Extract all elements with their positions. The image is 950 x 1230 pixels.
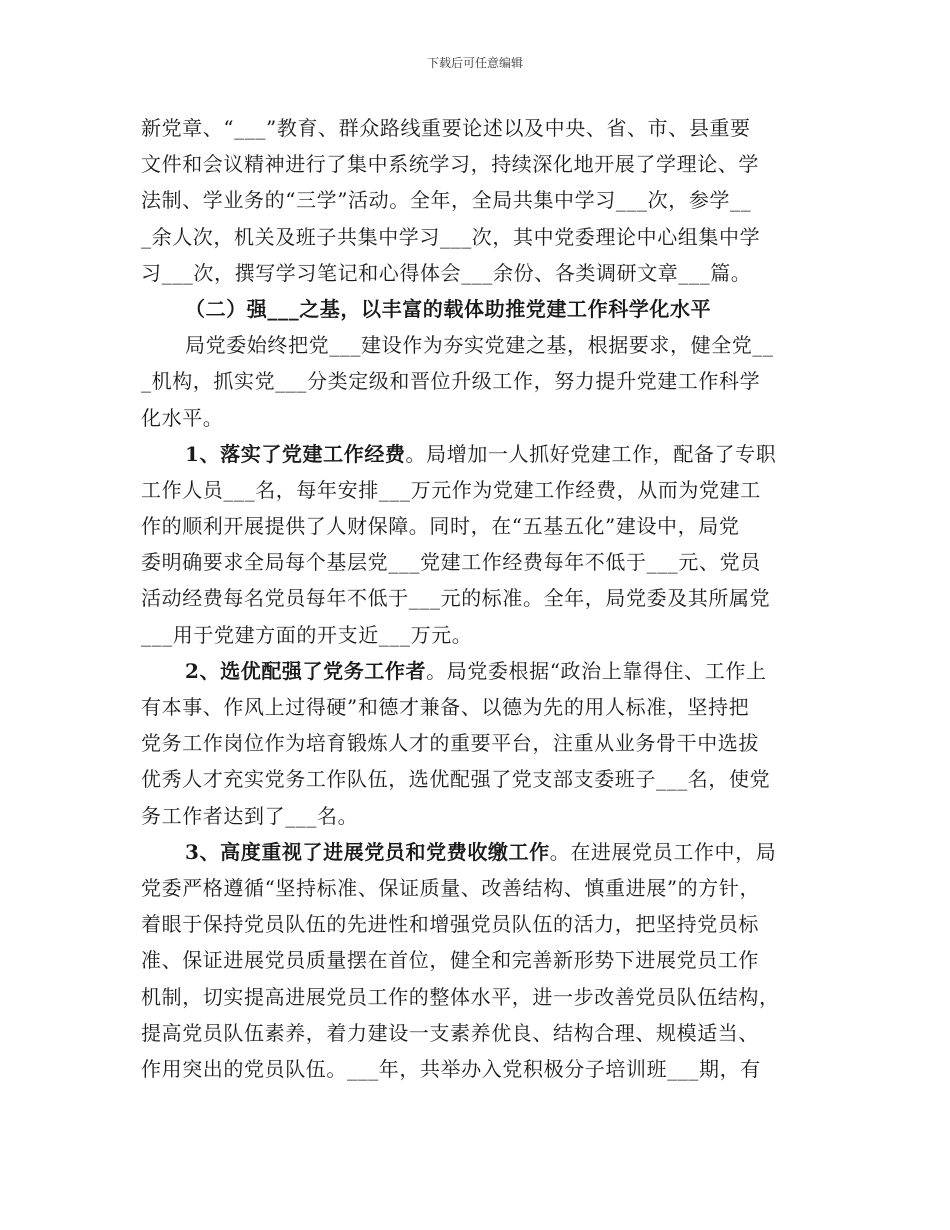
subsection-title: 1、落实了党建工作经费: [185, 441, 406, 466]
line-text: 机制，切实提高进展党员工作的整体水平，进一步改善党员队伍结构，: [141, 984, 780, 1009]
body-line: [141, 870, 821, 906]
body-line: [141, 1051, 821, 1087]
line-text: 工作人员___名，每年安排___万元作为党建工作经费，从而为党建工: [141, 477, 761, 502]
body-line: [141, 327, 821, 363]
line-text: 文件和会议精神进行了集中系统学习，持续深化地开展了学理论、学: [141, 152, 759, 177]
section-heading-text: （二）强___之基，以丰富的载体助推党建工作科学化水平: [185, 296, 712, 321]
line-text: 。局增加一人抓好党建工作，配备了专职: [405, 441, 777, 466]
line-text: 。在进展党员工作中，局: [549, 839, 777, 864]
body-line: [141, 761, 821, 797]
line-text: _机构，抓实党___分类定级和晋位升级工作，努力提升党建工作科学: [141, 369, 761, 394]
body-line: [141, 544, 821, 580]
subsection-title: 2、选优配强了党务工作者: [185, 658, 427, 683]
line-text: 优秀人才充实党务工作队伍，选优配强了党支部支委班子___名，使党: [141, 767, 771, 792]
body-line: [141, 689, 821, 725]
subsection-line: [141, 834, 821, 870]
line-text: _余人次，机关及班子共集中学习___次，其中党委理论中心组集中学: [141, 224, 761, 249]
line-text: 党务工作岗位作为培育锻炼人才的重要平台，注重从业务骨干中选拔: [141, 731, 759, 756]
body-line: [141, 942, 821, 978]
body-line: [141, 182, 821, 218]
line-text: 有本事、作风上过得硬”和德才兼备、以德为先的用人标准，坚持把: [141, 695, 750, 719]
line-text: 准、保证进展党员质量摆在首位，健全和完善新形势下进展党员工作: [141, 948, 759, 973]
body-line: [141, 979, 821, 1015]
body-line: [141, 110, 821, 146]
body-line: [141, 617, 821, 653]
line-text: 提高党员队伍素养，着力建设一支素养优良、结构合理、规模适当、: [141, 1020, 759, 1045]
body-line: [141, 363, 821, 399]
line-text: 着眼于保持党员队伍的先进性和增强党员队伍的活力，把坚持党员标: [141, 912, 759, 937]
body-line: [141, 906, 821, 942]
line-text: 活动经费每名党员每年不低于___元的标准。全年，局党委及其所属党: [141, 586, 771, 611]
line-text: 作用突出的党员队伍。___年，共举办入党积极分子培训班___期，有: [141, 1056, 761, 1081]
body-line: [141, 580, 821, 616]
body-line: [141, 508, 821, 544]
body-line: [141, 472, 821, 508]
line-text: 局党委始终把党___建设作为夯实党建之基，根据要求，健全党__: [185, 333, 774, 358]
body-line: [141, 400, 821, 436]
body-line: [141, 798, 821, 834]
line-text: ___用于党建方面的开支近___万元。: [141, 622, 473, 647]
section-heading: [141, 291, 821, 327]
subsection-line: [141, 653, 821, 689]
line-text: 习___次，撰写学习笔记和心得体会___余份、各类调研文章___篇。: [141, 260, 752, 285]
line-text: 新党章、“___”教育、群众路线重要论述以及中央、省、市、县重要: [141, 116, 751, 140]
line-text: 法制、学业务的“三学”活动。全年，全局共集中学习___次，参学__: [141, 188, 752, 213]
body-line: [141, 146, 821, 182]
body-line: [141, 725, 821, 761]
body-line: [141, 255, 821, 291]
line-text: 党委严格遵循“坚持标准、保证质量、改善结构、慎重进展”的方针，: [141, 875, 761, 900]
body-line: [141, 219, 821, 255]
line-text: 作的顺利开展提供了人财保障。同时，在“五基五化”建设中，局党: [141, 514, 740, 539]
line-text: 委明确要求全局每个基层党___党建工作经费每年不低于___元、党员: [141, 550, 761, 575]
body-line: [141, 1015, 821, 1051]
line-text: 务工作者达到了___名。: [141, 803, 359, 828]
page-header: 下载后可任意编辑: [426, 56, 523, 70]
subsection-line: [141, 436, 821, 472]
line-text: 化水平。: [141, 405, 224, 430]
line-text: 。局党委根据“政治上靠得住、工作上: [426, 658, 767, 683]
subsection-title: 3、高度重视了进展党员和党费收缴工作: [185, 839, 550, 864]
document-body: [141, 110, 821, 1087]
